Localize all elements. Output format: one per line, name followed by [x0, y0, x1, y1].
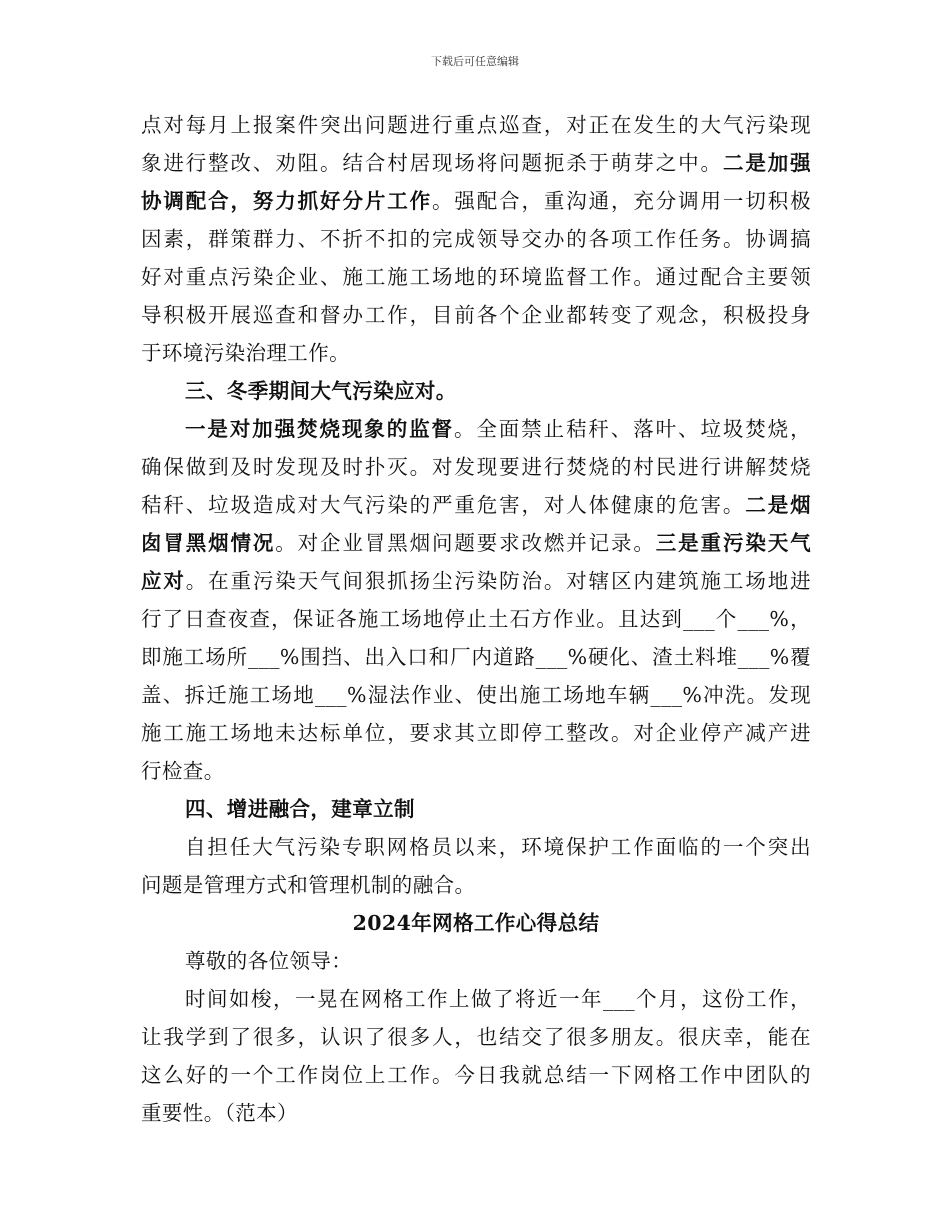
paragraph-line: 自担任大气污染专职网格员以来，环境保护工作面临的一个突出	[185, 835, 811, 859]
paragraph-line: 这么好的一个工作岗位上工作。今日我就总结一下网格工作中团队的	[141, 1063, 811, 1087]
paragraph-line: 好对重点污染企业、施工施工场地的环境监督工作。通过配合主要领	[141, 265, 811, 289]
paragraph-line: 即施工场所___%围挡、出入口和厂内道路___%硬化、渣土料堆___%覆	[141, 645, 811, 669]
bold-point: 囱冒黑烟情况	[141, 531, 276, 555]
paragraph-line: 象进行整改、劝阻。结合村居现场将问题扼杀于萌芽之中。二是加强	[141, 151, 811, 175]
section-heading: 三、冬季期间大气污染应对。	[185, 379, 457, 403]
paragraph-line: 协调配合，努力抓好分片工作。强配合，重沟通，充分调用一切积极	[141, 189, 811, 213]
paragraph-line: 因素，群策群力、不折不扣的完成领导交办的各项工作任务。协调搞	[141, 227, 811, 251]
document-title: 2024年网格工作心得总结	[352, 911, 600, 935]
paragraph-line: 行了日查夜查，保证各施工场地停止土石方作业。且达到___个___%，	[141, 607, 811, 631]
paragraph-line: 施工施工场地未达标单位，要求其立即停工整改。对企业停产减产进	[141, 721, 811, 745]
salutation: 尊敬的各位领导：	[185, 949, 353, 973]
paragraph-line: 囱冒黑烟情况。对企业冒黑烟问题要求改燃并记录。三是重污染天气	[141, 531, 811, 555]
bold-point: 二是烟	[745, 493, 811, 517]
paragraph-line: 重要性。（范本）	[141, 1101, 298, 1125]
page-header: 下载后可任意编辑	[431, 55, 519, 68]
paragraph-line: 行检查。	[141, 759, 225, 783]
paragraph-line: 确保做到及时发现及时扑灭。对发现要进行焚烧的村民进行讲解焚烧	[141, 455, 811, 479]
bold-point: 二是加强	[722, 151, 811, 175]
section-heading: 四、增进融合，建章立制	[185, 797, 415, 821]
bold-point: 一是对加强焚烧现象的监督	[185, 417, 454, 441]
paragraph-line: 秸秆、垃圾造成对大气污染的严重危害，对人体健康的危害。二是烟	[141, 493, 811, 517]
paragraph-line: 问题是管理方式和管理机制的融合。	[141, 873, 476, 897]
paragraph-line: 于环境污染治理工作。	[141, 341, 350, 365]
paragraph-line: 盖、拆迁施工场地___%湿法作业、使出施工场地车辆___%冲洗。发现	[141, 683, 811, 707]
paragraph-line: 导积极开展巡查和督办工作，目前各个企业都转变了观念，积极投身	[141, 303, 811, 327]
paragraph-line: 点对每月上报案件突出问题进行重点巡查，对正在发生的大气污染现	[141, 113, 811, 137]
bold-point: 协调配合，努力抓好分片工作	[141, 189, 432, 213]
document-body	[141, 106, 811, 1132]
paragraph-line: 时间如梭，一晃在网格工作上做了将近一年___个月，这份工作，	[185, 987, 811, 1011]
bold-point: 三是重污染天气	[655, 531, 811, 555]
paragraph-line: 应对。在重污染天气间狠抓扬尘污染防治。对辖区内建筑施工场地进	[141, 569, 811, 593]
paragraph-line: 一是对加强焚烧现象的监督。全面禁止秸秆、落叶、垃圾焚烧，	[185, 417, 811, 441]
paragraph-line: 让我学到了很多，认识了很多人，也结交了很多朋友。很庆幸，能在	[141, 1025, 811, 1049]
bold-point: 应对	[141, 569, 186, 593]
